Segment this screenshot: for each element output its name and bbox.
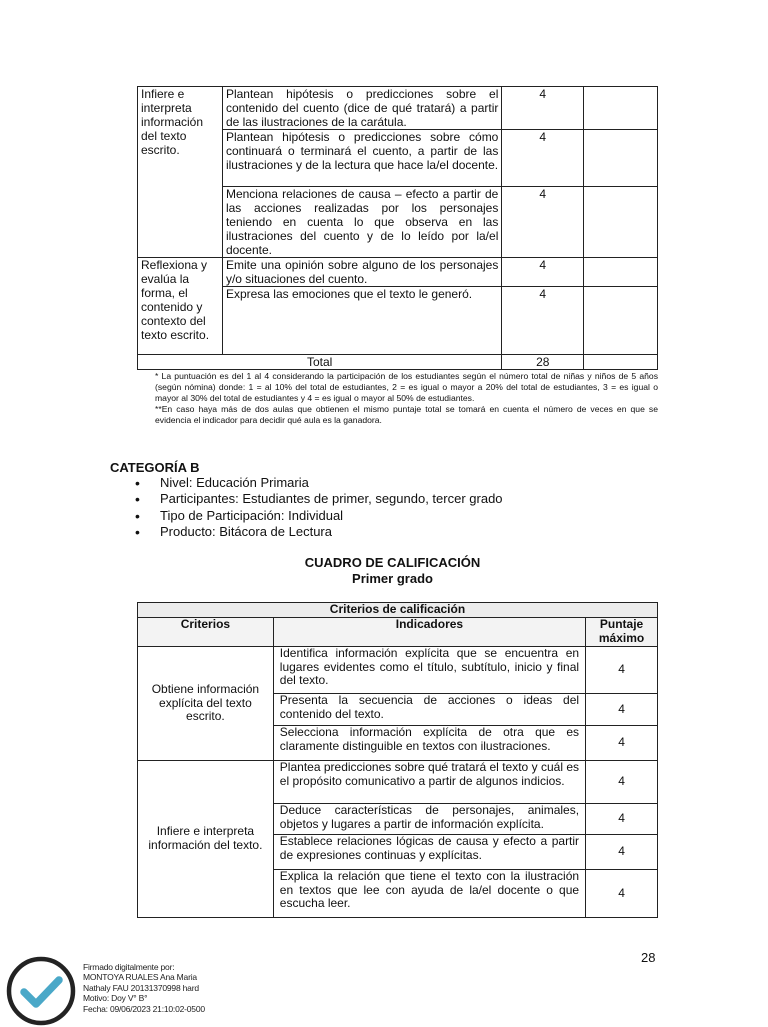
- cuadro-title: CUADRO DE CALIFICACIÓN: [304, 555, 481, 570]
- signature-name: MONTOYA RUALES Ana Maria: [83, 972, 197, 983]
- table-row: [138, 761, 658, 804]
- empty-cell: [584, 130, 658, 187]
- score-cell: 4: [502, 287, 584, 355]
- score-cell: 4: [502, 130, 584, 187]
- cuadro-heading: [200, 555, 585, 586]
- total-label: Total: [138, 355, 502, 370]
- score-cell: 4: [586, 694, 658, 726]
- total-row: [138, 355, 658, 370]
- empty-cell: [584, 187, 658, 258]
- indicator-cell: Presenta la secuencia de acciones o ideas del contenido del texto.: [273, 694, 585, 726]
- empty-cell: [584, 355, 658, 370]
- criterion-cell: Infiere e interpreta información del texto.: [138, 761, 274, 918]
- indicator-cell: Plantea predicciones sobre qué tratará el texto y cuál es el propósito comunicativo a partir de algunos indicios.: [273, 761, 585, 804]
- empty-cell: [584, 87, 658, 130]
- empty-cell: [584, 287, 658, 355]
- signature-line: Nathaly FAU 20131370998 hard: [83, 982, 199, 993]
- grading-table: [137, 602, 658, 918]
- indicator-cell: Emite una opinión sobre alguno de los personajes y/o situaciones del cuento.: [222, 258, 501, 287]
- indicator-cell: Plantean hipótesis o predicciones sobre cómo continuará o terminará el cuento, a partir de las ilustraciones y de la lectura que hace la/el docente.: [222, 130, 501, 187]
- table-header-row: [138, 618, 658, 647]
- evaluation-table-continued: [137, 86, 658, 370]
- criterion-cell: Infiere e interpreta información del texto escrito.: [138, 87, 223, 258]
- signature-reason: Motivo: Doy V° B°: [83, 993, 148, 1004]
- indicator-cell: Explica la relación que tiene el texto con la ilustración en textos que lee con ayuda de la/el docente o que escucha leer.: [273, 870, 585, 918]
- category-b-title: CATEGORÍA B: [110, 460, 200, 475]
- table-header-row: [138, 603, 658, 618]
- indicator-cell: Selecciona información explícita de otra que es claramente distinguible en textos con ilustraciones.: [273, 726, 585, 761]
- table-row: [138, 87, 658, 130]
- score-cell: 4: [586, 804, 658, 835]
- indicator-cell: Establece relaciones lógicas de causa y efecto a partir de expresiones continuas y explícitas.: [273, 835, 585, 870]
- list-item: • Producto: Bitácora de Lectura: [135, 524, 503, 540]
- header-criterios: Criterios: [138, 618, 274, 647]
- score-cell: 4: [502, 258, 584, 287]
- score-cell: 4: [586, 835, 658, 870]
- list-item: • Participantes: Estudiantes de primer, segundo, tercer grado: [135, 491, 503, 507]
- indicator-cell: Deduce características de personajes, animales, objetos y lugares a partir de información explícita.: [273, 804, 585, 835]
- total-value: 28: [502, 355, 584, 370]
- score-cell: 4: [502, 187, 584, 258]
- empty-cell: [584, 258, 658, 287]
- score-cell: 4: [586, 761, 658, 804]
- indicator-cell: Identifica información explícita que se encuentra en lugares evidentes como el título, subtítulo, inicio y final del texto.: [273, 647, 585, 694]
- list-item: • Tipo de Participación: Individual: [135, 508, 503, 524]
- main-header: Criterios de calificación: [138, 603, 658, 618]
- score-cell: 4: [586, 870, 658, 918]
- header-puntaje: Puntaje máximo: [586, 618, 658, 647]
- signature-date: Fecha: 09/06/2023 21:10:02-0500: [83, 1003, 205, 1014]
- check-circle-icon: [5, 955, 77, 1027]
- note-scoring: * La puntuación es del 1 al 4 considerando la participación de los estudiantes según el número total de niñas y niños de 5 años (según nómina) donde: 1 = al 10% del total de estudiantes, 2 = es igual o mayor a 20% del total de estudiantes, 3 = es igual o mayor al 30% del total de estudiantes y 4 = es igual o mayor al 50% de estudiantes.: [155, 371, 658, 403]
- criterion-cell: Obtiene información explícita del texto escrito.: [138, 647, 274, 761]
- score-cell: 4: [586, 647, 658, 694]
- digital-signature: [83, 962, 205, 1014]
- criterion-cell: Reflexiona y evalúa la forma, el contenido y contexto del texto escrito.: [138, 258, 223, 355]
- indicator-cell: Menciona relaciones de causa – efecto a partir de las acciones realizadas por los personajes teniendo en cuenta lo que observa en las ilustraciones del cuento y de lo leído por la/el docente.: [222, 187, 501, 258]
- signature-line: Firmado digitalmente por:: [83, 962, 175, 972]
- table-row: [138, 258, 658, 287]
- list-item: • Nivel: Educación Primaria: [135, 475, 503, 491]
- cuadro-subtitle: Primer grado: [352, 570, 433, 586]
- page-number: 28: [641, 950, 656, 965]
- indicator-cell: Expresa las emociones que el texto le generó.: [222, 287, 501, 355]
- category-b-list: [135, 475, 503, 540]
- score-cell: 4: [586, 726, 658, 761]
- note-tiebreak: **En caso haya más de dos aulas que obtienen el mismo puntaje total se tomará en cuenta el número de veces en que se evidencia el indicador para decidir qué aula es la ganadora.: [155, 404, 658, 425]
- table-notes: [155, 371, 658, 426]
- table-row: [138, 647, 658, 694]
- score-cell: 4: [502, 87, 584, 130]
- indicator-cell: Plantean hipótesis o predicciones sobre el contenido del cuento (dice de qué tratará) a partir de las ilustraciones de la carátula.: [222, 87, 501, 130]
- header-indicadores: Indicadores: [273, 618, 585, 647]
